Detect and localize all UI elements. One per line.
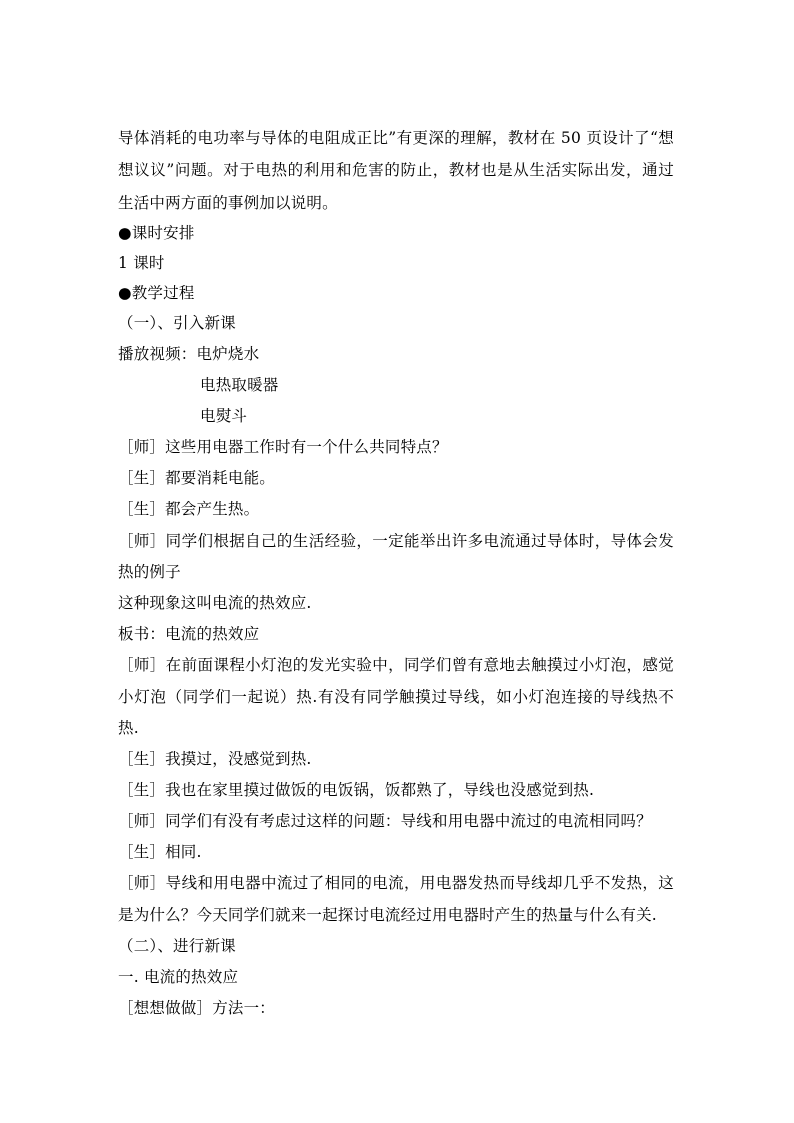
text-line: 这种现象这叫电流的热效应.: [118, 594, 312, 612]
text-line: 导体消耗的电功率与导体的电阻成正比”有更深的理解，教材在 50 页设计了“想: [118, 129, 674, 147]
text-line: 电熨斗: [200, 407, 248, 425]
section-heading: ●课时安排: [118, 224, 195, 242]
dialogue-line: ［生］我摸过，没感觉到热.: [118, 750, 312, 768]
text-line: 1 课时: [118, 254, 165, 272]
subsection-heading: （一）、引入新课: [118, 314, 236, 332]
text-line: 播放视频：电炉烧水: [118, 345, 260, 363]
text-line: 电热取暖器: [200, 376, 279, 394]
text-line: 小灯泡（同学们一起说）热.有没有同学触摸过导线，如小灯泡连接的导线热不: [118, 688, 674, 706]
dialogue-line: ［生］我也在家里摸过做饭的电饭锅，饭都熟了，导线也没感觉到热.: [118, 781, 595, 799]
dialogue-line: ［师］同学们根据自己的生活经验，一定能举出许多电流通过导体时，导体会发: [118, 532, 674, 550]
dialogue-line: ［师］导线和用电器中流过了相同的电流，用电器发热而导线却几乎不发热，这: [118, 874, 674, 892]
text-line: 热的例子: [118, 563, 181, 581]
text-line: 生活中两方面的事例加以说明。: [118, 194, 338, 212]
text-line: 想议议”问题。对于电热的利用和危害的防止，教材也是从生活实际出发，通过: [118, 161, 674, 179]
text-line: 板书：电流的热效应: [118, 625, 260, 643]
dialogue-line: ［生］相同.: [118, 843, 202, 861]
dialogue-line: ［生］都会产生热。: [118, 500, 260, 518]
section-heading: 一. 电流的热效应: [118, 968, 239, 986]
dialogue-line: ［师］在前面课程小灯泡的发光实验中，同学们曾有意地去触摸过小灯泡，感觉: [118, 656, 674, 674]
dialogue-line: ［生］都要消耗电能。: [118, 469, 276, 487]
dialogue-line: ［师］同学们有没有考虑过这样的问题：导线和用电器中流过的电流相同吗？: [118, 812, 652, 830]
section-heading: ●教学过程: [118, 284, 195, 302]
subsection-heading: （二）、进行新课: [118, 937, 236, 955]
dialogue-line: ［师］这些用电器工作时有一个什么共同特点？: [118, 438, 448, 456]
text-line: 是为什么？今天同学们就来一起探讨电流经过用电器时产生的热量与什么有关.: [118, 906, 657, 924]
text-line: 热.: [118, 719, 139, 737]
dialogue-line: ［想想做做］方法一：: [118, 999, 276, 1017]
